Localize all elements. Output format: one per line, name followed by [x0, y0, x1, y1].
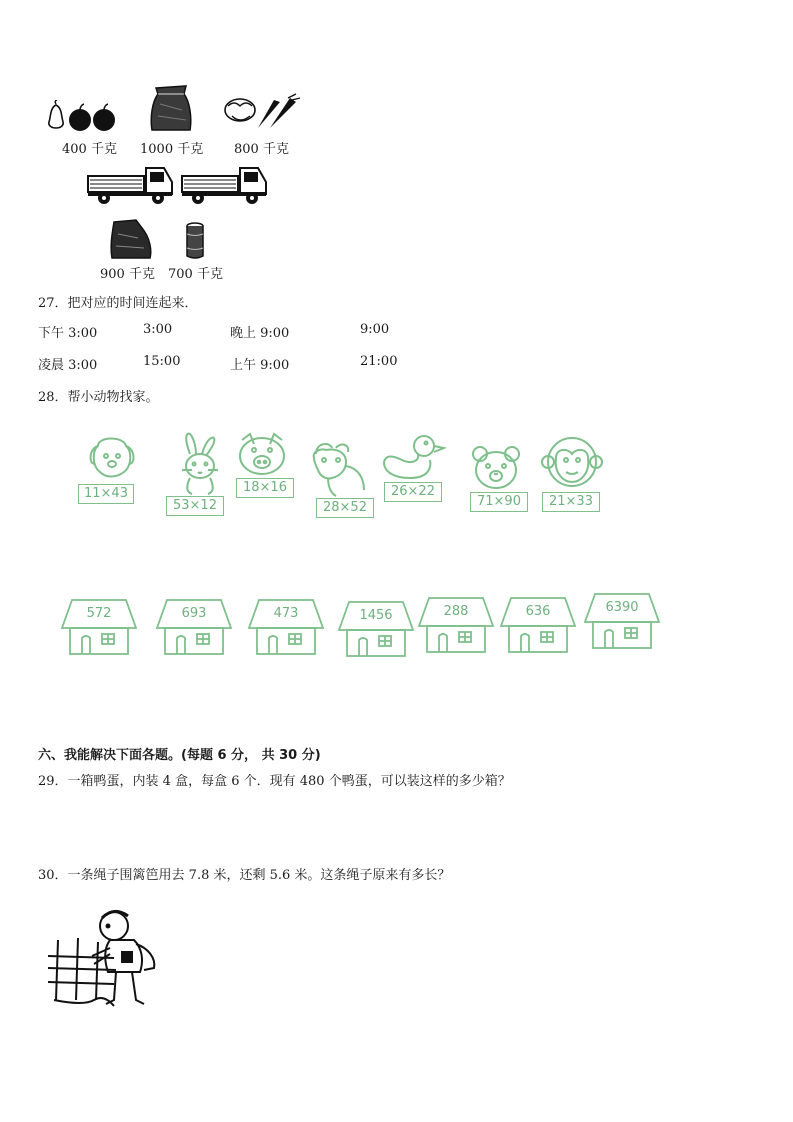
- weight-label-fruit: 400 千克: [62, 142, 117, 157]
- time-cell: 9:00: [360, 322, 390, 337]
- rabbit-icon: [170, 430, 230, 496]
- time-cell: 21:00: [360, 354, 398, 369]
- weight-label-sack: 1000 千克: [140, 142, 204, 157]
- house-number: 6390: [605, 600, 639, 615]
- house-number: 572: [86, 606, 112, 621]
- pig-icon: [234, 430, 290, 478]
- time-cell: 凌晨 3:00: [38, 358, 98, 373]
- section-6-heading: 六、我能解决下面各题。(每题 6 分， 共 30 分): [38, 748, 321, 763]
- house-number: 473: [273, 606, 299, 621]
- vegetables-icon: [222, 92, 302, 132]
- coal-bag-icon: [108, 218, 154, 260]
- animal-label-goat: 28×52: [316, 498, 374, 518]
- truck-icon: [86, 164, 174, 206]
- weight-label-vegetables: 800 千克: [234, 142, 289, 157]
- duck-icon: [380, 432, 446, 482]
- goat-icon: [306, 440, 368, 498]
- animal-label-bear: 71×90: [470, 492, 528, 512]
- monkey-icon: [540, 434, 604, 490]
- time-cell: 上午 9:00: [230, 358, 290, 373]
- fruit-icon: [46, 100, 120, 134]
- weight-label-barrel: 700 千克: [168, 267, 223, 282]
- animal-label-dog: 11×43: [78, 484, 134, 504]
- time-cell: 晚上 9:00: [230, 326, 290, 341]
- house-number: 1456: [359, 608, 393, 623]
- bear-icon: [468, 444, 524, 492]
- truck-icon: [180, 164, 268, 206]
- house-number: 636: [525, 604, 551, 619]
- animal-label-duck: 26×22: [384, 482, 442, 502]
- time-cell: 下午 3:00: [38, 326, 98, 341]
- question-29: 29．一箱鸭蛋，内装 4 盒，每盒 6 个．现有 480 个鸭蛋，可以装这样的多少箱？: [38, 774, 511, 789]
- grain-sack-icon: [148, 84, 194, 132]
- animal-label-rabbit: 53×12: [166, 496, 224, 516]
- dog-icon: [84, 432, 140, 484]
- house-number: 288: [443, 604, 469, 619]
- house-number: 693: [181, 606, 207, 621]
- animal-label-pig: 18×16: [236, 478, 294, 498]
- animal-label-monkey: 21×33: [542, 492, 600, 512]
- question-28-title: 28．帮小动物找家。: [38, 390, 159, 405]
- barrel-icon: [184, 222, 206, 260]
- boy-fencing-illustration: [44, 904, 164, 1018]
- time-cell: 15:00: [143, 354, 181, 369]
- time-cell: 3:00: [143, 322, 173, 337]
- question-30: 30．一条绳子围篱笆用去 7.8 米，还剩 5.6 米。这条绳子原来有多长？: [38, 868, 451, 883]
- weight-label-coal: 900 千克: [100, 267, 155, 282]
- question-27-title: 27．把对应的时间连起来．: [38, 296, 198, 311]
